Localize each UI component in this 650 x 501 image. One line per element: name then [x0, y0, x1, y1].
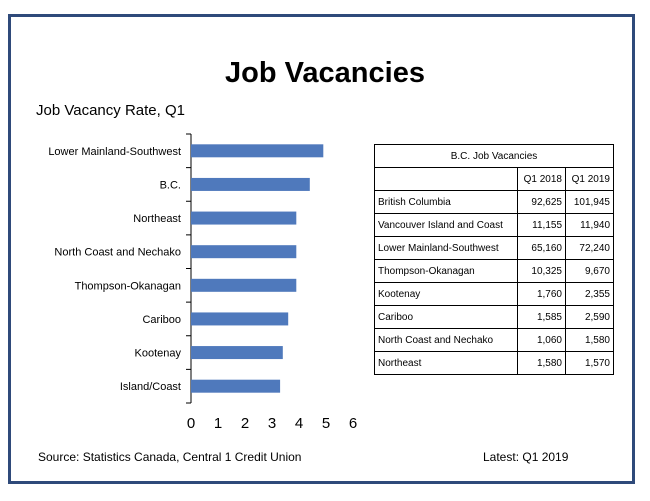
q1-2019-cell: 1,580: [566, 329, 614, 352]
category-label: Cariboo: [142, 313, 181, 326]
region-cell: Thompson-Okanagan: [375, 260, 518, 283]
q1-2019-cell: 11,940: [566, 214, 614, 237]
q1-2018-cell: 10,325: [518, 260, 566, 283]
page-title: Job Vacancies: [225, 57, 425, 89]
region-cell: Vancouver Island and Coast: [375, 214, 518, 237]
q1-2018-cell: 1,580: [518, 352, 566, 375]
table-row: [375, 214, 614, 237]
table-row: [375, 260, 614, 283]
table-row: [375, 352, 614, 375]
table-row: [375, 329, 614, 352]
region-cell: Northeast: [375, 352, 518, 375]
bar: [191, 312, 288, 325]
table-header-blank: [375, 168, 518, 191]
q1-2018-cell: 1,760: [518, 283, 566, 306]
bar: [191, 212, 296, 225]
table-caption-row: [375, 145, 614, 168]
category-label: Thompson-Okanagan: [74, 280, 181, 293]
category-label: Northeast: [133, 213, 181, 226]
region-cell: Cariboo: [375, 306, 518, 329]
x-tick-label: 4: [294, 415, 304, 432]
bar: [191, 245, 296, 258]
category-label: Island/Coast: [119, 381, 181, 394]
q1-2018-cell: 11,155: [518, 214, 566, 237]
q1-2019-cell: 2,590: [566, 306, 614, 329]
bar: [191, 178, 310, 191]
bar: [191, 279, 296, 292]
table-header-cell: Q1 2018: [518, 168, 566, 191]
category-label: North Coast and Nechako: [54, 246, 181, 259]
q1-2019-cell: 72,240: [566, 237, 614, 260]
q1-2018-cell: 65,160: [518, 237, 566, 260]
q1-2019-cell: 2,355: [566, 283, 614, 306]
region-cell: Kootenay: [375, 283, 518, 306]
bar: [191, 380, 280, 393]
table-row: [375, 237, 614, 260]
q1-2019-cell: 101,945: [566, 191, 614, 214]
category-label: Kootenay: [134, 347, 181, 360]
chart-subtitle: Job Vacancy Rate, Q1: [36, 102, 185, 119]
q1-2018-cell: 1,060: [518, 329, 566, 352]
x-tick-label: 1: [213, 415, 223, 432]
bar: [191, 144, 323, 157]
q1-2019-cell: 1,570: [566, 352, 614, 375]
source-note: Source: Statistics Canada, Central 1 Credit Union: [38, 450, 302, 464]
region-cell: British Columbia: [375, 191, 518, 214]
vacancy-table: [374, 144, 614, 375]
table-row: [375, 306, 614, 329]
q1-2018-cell: 92,625: [518, 191, 566, 214]
category-label: Lower Mainland-Southwest: [48, 145, 181, 158]
table-header-row: [375, 168, 614, 191]
q1-2018-cell: 1,585: [518, 306, 566, 329]
x-tick-label: 6: [348, 415, 358, 432]
category-label: B.C.: [159, 179, 181, 192]
q1-2019-cell: 9,670: [566, 260, 614, 283]
table-header-cell: Q1 2019: [566, 168, 614, 191]
region-cell: North Coast and Nechako: [375, 329, 518, 352]
latest-note: Latest: Q1 2019: [483, 450, 569, 464]
x-tick-label: 2: [240, 415, 250, 432]
region-cell: Lower Mainland-Southwest: [375, 237, 518, 260]
table-row: [375, 283, 614, 306]
bar: [191, 346, 283, 359]
x-tick-label: 5: [321, 415, 331, 432]
table-row: [375, 191, 614, 214]
table-caption: B.C. Job Vacancies: [375, 145, 614, 168]
x-tick-label: 0: [186, 415, 196, 432]
x-tick-label: 3: [267, 415, 277, 432]
